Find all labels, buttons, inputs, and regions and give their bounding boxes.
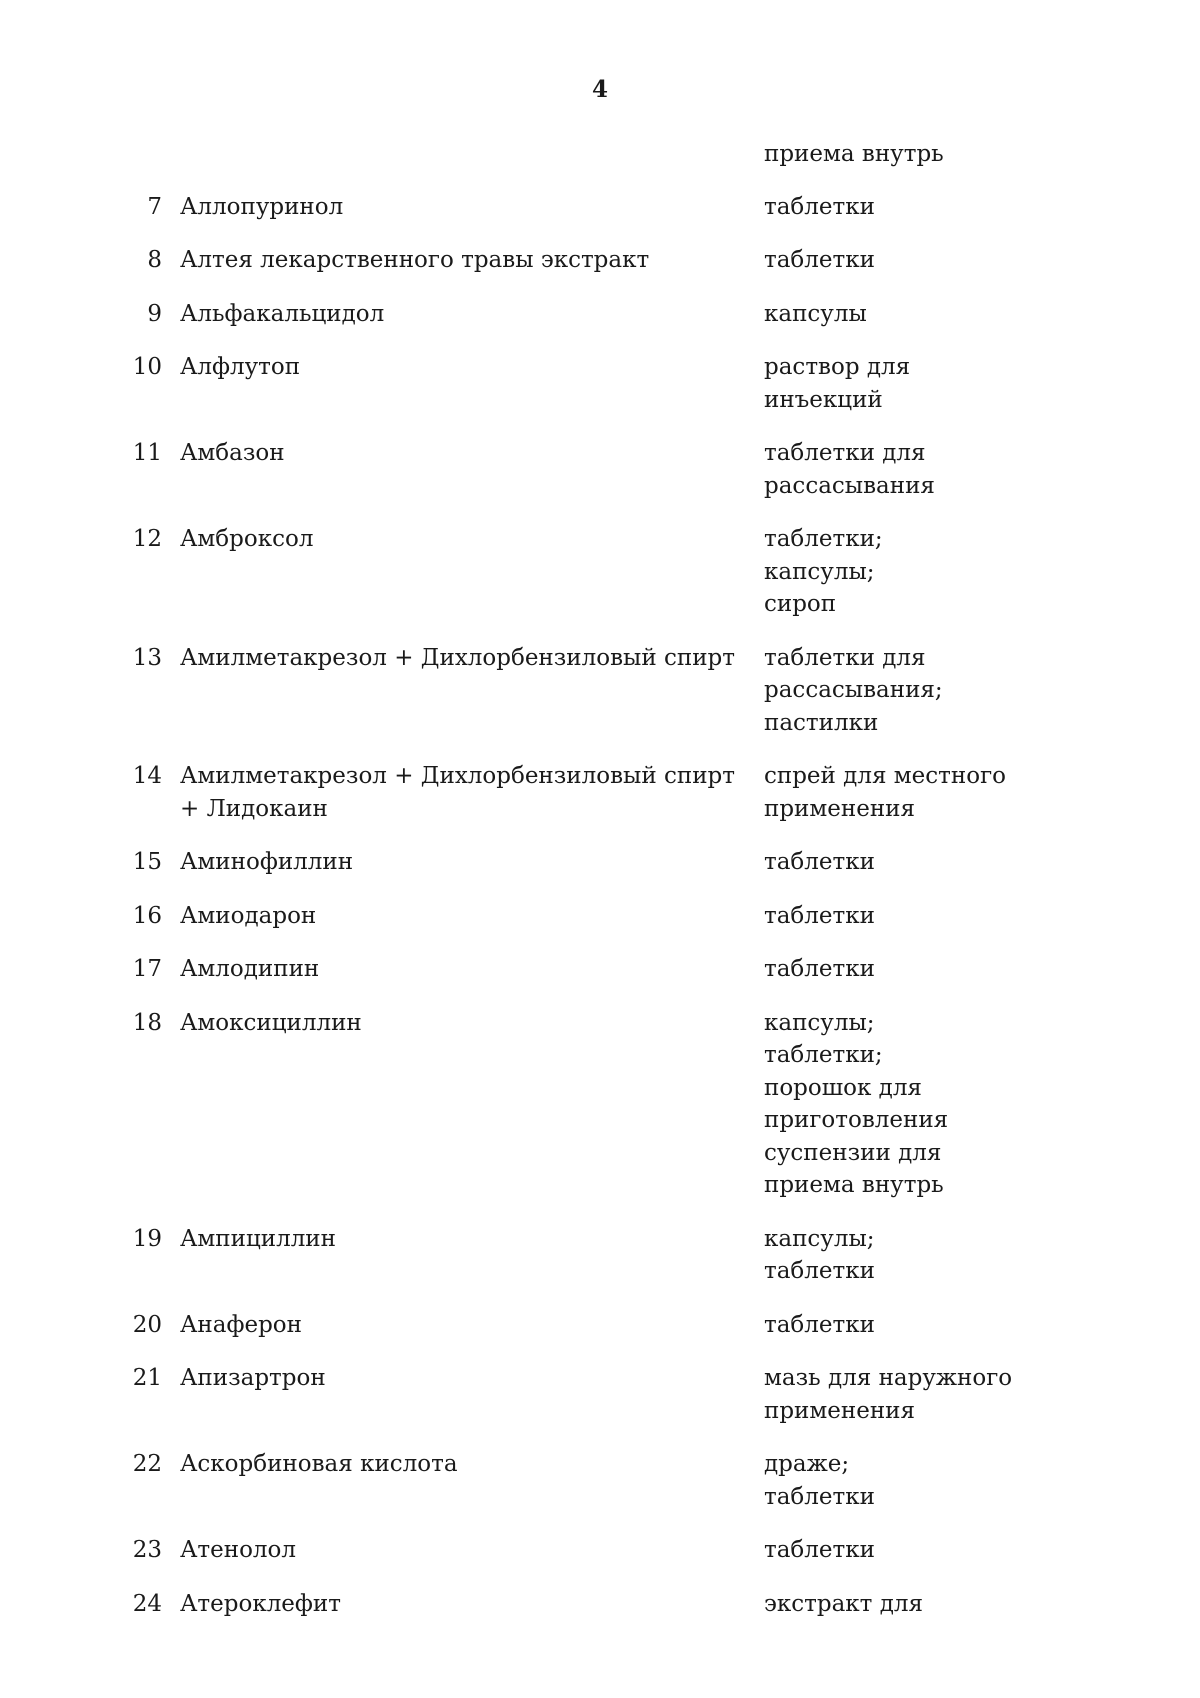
row-number: 13 (132, 644, 162, 671)
drug-name: Атероклефит (180, 1590, 341, 1617)
row-number: 20 (132, 1311, 162, 1338)
dosage-form-line: капсулы; (764, 1009, 875, 1036)
table-row (0, 1362, 1200, 1427)
dosage-form (764, 351, 1034, 416)
dosage-form-line: капсулы; (764, 558, 875, 585)
drug-name: Атенолол (180, 1537, 296, 1563)
dosage-form (764, 1223, 1034, 1288)
drug-name: Аллопуринол (180, 193, 344, 220)
table-row (0, 437, 1200, 502)
dosage-form (764, 437, 1034, 502)
dosage-form-line: таблетки (764, 902, 875, 929)
drug-name: Анаферон (180, 1311, 302, 1338)
dosage-form (764, 1588, 1034, 1621)
dosage-form-line: порошок для (764, 1074, 922, 1101)
dosage-form-line: таблетки; (764, 1042, 883, 1068)
drug-name: Ампициллин (180, 1225, 336, 1252)
table-row (0, 760, 1200, 825)
row-number: 16 (132, 902, 162, 929)
drug-name: Аскорбиновая кислота (180, 1451, 458, 1477)
row-number: 7 (147, 193, 162, 220)
dosage-form (764, 642, 1034, 740)
dosage-form-line: суспензии для (764, 1139, 942, 1166)
dosage-form (764, 760, 1034, 825)
dosage-form-line: рассасывания (764, 472, 935, 499)
table-row (0, 900, 1200, 933)
row-number: 19 (132, 1225, 162, 1252)
table-row (0, 642, 1200, 740)
dosage-form-line: сироп (764, 591, 837, 617)
row-number: 12 (132, 526, 162, 552)
dosage-form-line: капсулы (764, 300, 867, 327)
row-number: 11 (132, 440, 162, 466)
dosage-form (764, 900, 1034, 933)
drug-name: Амиодарон (180, 902, 317, 929)
dosage-form (764, 191, 1034, 224)
dosage-form-line: таблетки (764, 956, 875, 982)
dosage-form-line: раствор для (764, 354, 911, 380)
dosage-form-line: спрей для местного (764, 763, 1006, 789)
table-row (0, 1534, 1200, 1567)
drug-name: Амбазон (180, 440, 285, 466)
table-row (0, 244, 1200, 277)
dosage-form (764, 244, 1034, 277)
dosage-form-line: драже; (764, 1451, 850, 1477)
dosage-form (764, 1007, 1034, 1202)
dosage-form-line: капсулы; (764, 1225, 875, 1252)
dosage-form (764, 846, 1034, 879)
drug-name: Амилметакрезол + Дихлорбензиловый спирт (180, 644, 735, 671)
dosage-form (764, 1309, 1034, 1342)
row-number: 9 (147, 300, 162, 327)
drug-list-table (0, 138, 1200, 1641)
dosage-form-line: таблетки для (764, 644, 926, 671)
drug-name: Апизартрон (180, 1365, 326, 1391)
dosage-form-line: рассасывания; (764, 677, 943, 703)
dosage-form (764, 298, 1034, 331)
dosage-form-line: приема внутрь (764, 1172, 944, 1198)
dosage-form-line: таблетки; (764, 526, 883, 552)
row-number: 8 (147, 247, 162, 273)
dosage-form-line: применения (764, 795, 915, 822)
drug-name: Алтея лекарственного травы экстракт (180, 247, 650, 273)
dosage-form-line: таблетки (764, 247, 875, 273)
table-row (0, 846, 1200, 879)
row-number: 24 (132, 1590, 162, 1617)
drug-name: Альфакальцидол (180, 300, 385, 327)
table-row (0, 351, 1200, 416)
dosage-form (764, 953, 1034, 986)
continuation-row (0, 138, 1200, 171)
drug-name: Амилметакрезол + Дихлорбензиловый спирт + Лидокаин (180, 763, 735, 822)
dosage-form (764, 1534, 1034, 1567)
drug-name: Амброксол (180, 526, 314, 552)
dosage-form-line: таблетки (764, 1537, 875, 1563)
row-number: 21 (132, 1365, 162, 1391)
table-row (0, 1448, 1200, 1513)
row-number: 15 (132, 849, 162, 875)
drug-name: Амоксициллин (180, 1009, 362, 1036)
dosage-form-line: приготовления (764, 1107, 949, 1133)
dosage-form-line: таблетки для (764, 440, 926, 466)
drug-name: Алфлутоп (180, 354, 301, 380)
table-row (0, 953, 1200, 986)
row-number: 18 (132, 1009, 162, 1036)
dosage-form-line: мазь для наружного (764, 1365, 1013, 1391)
dosage-form-line: инъекций (764, 386, 883, 413)
table-row (0, 1007, 1200, 1202)
dosage-form-line: таблетки (764, 1311, 875, 1338)
dosage-form (764, 523, 1034, 621)
dosage-form-line: экстракт для (764, 1590, 923, 1617)
table-row (0, 298, 1200, 331)
drug-name: Аминофиллин (180, 849, 354, 875)
table-row (0, 523, 1200, 621)
dosage-form-line: таблетки (764, 1258, 875, 1284)
dosage-form-line: применения (764, 1397, 915, 1424)
row-number: 22 (132, 1451, 162, 1477)
row-number: 10 (132, 354, 162, 380)
table-row (0, 1223, 1200, 1288)
dosage-form-line: пастилки (764, 709, 879, 736)
table-row (0, 191, 1200, 224)
dosage-form (764, 1362, 1034, 1427)
row-number: 17 (132, 956, 162, 982)
drug-name: Амлодипин (180, 956, 320, 982)
row-number: 23 (132, 1537, 162, 1563)
table-row (0, 1309, 1200, 1342)
dosage-form-line: приема внутрь (764, 141, 944, 167)
dosage-form-line: таблетки (764, 1483, 875, 1510)
page-number: 4 (591, 76, 608, 103)
dosage-form (764, 1448, 1034, 1513)
dosage-form-line: таблетки (764, 193, 875, 220)
dosage-form-line: таблетки (764, 849, 875, 875)
row-number: 14 (132, 763, 162, 789)
table-row (0, 1588, 1200, 1621)
dosage-form (764, 138, 1034, 171)
